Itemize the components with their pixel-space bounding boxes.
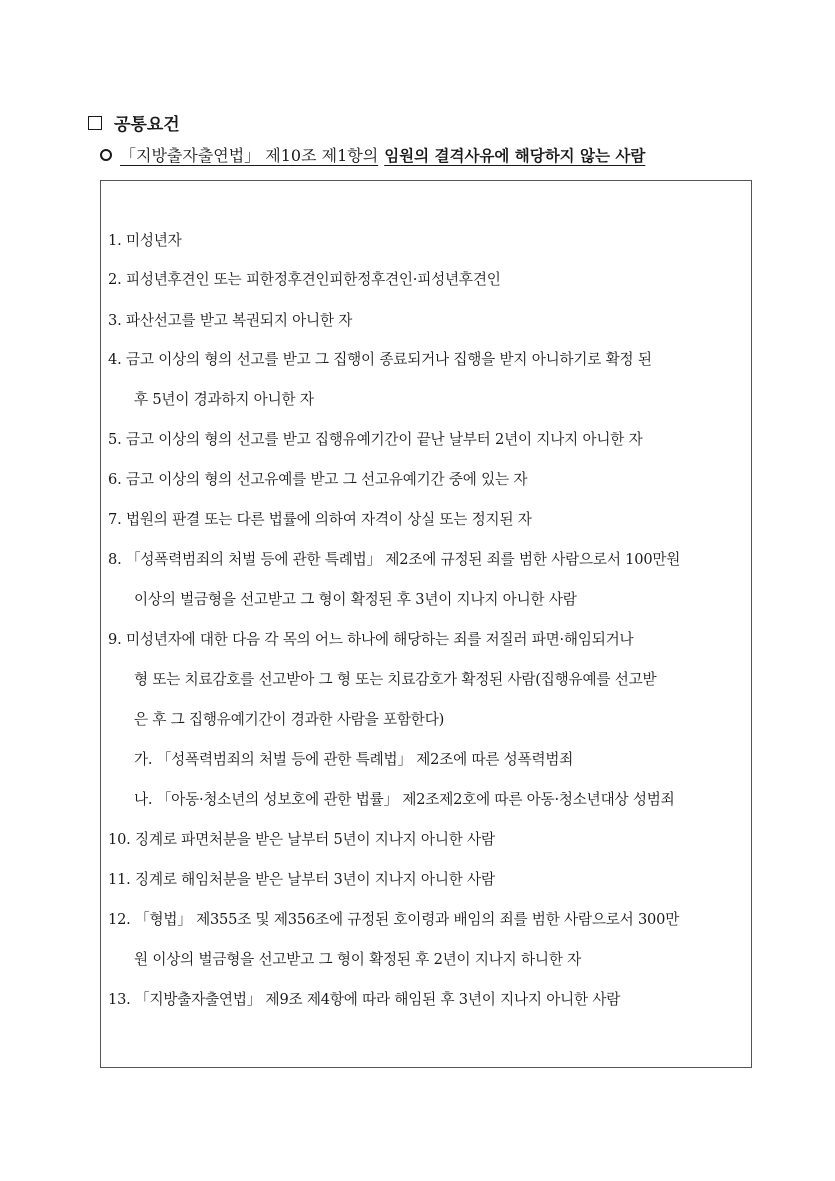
criteria-emphasis: 임원의 결격사유에 해당하지 않는 사람 <box>384 146 646 165</box>
list-item: 10. 징계로 파면처분을 받은 날부터 5년이 지나지 아니한 사람 <box>108 831 495 848</box>
list-item: 5. 금고 이상의 형의 선고를 받고 집행유예기간이 끝난 날부터 2년이 지나지 아니한 자 <box>108 431 643 448</box>
list-item: 7. 법원의 판결 또는 다른 법률에 의하여 자격이 상실 또는 정지된 자 <box>108 511 532 528</box>
sub-item: 가. 「성폭력범죄의 처벌 등에 관한 특례법」 제2조에 따른 성폭력범죄 <box>134 751 574 768</box>
list-item: 9. 미성년자에 대한 다음 각 목의 어느 하나에 해당하는 죄를 저질러 파면·해임되거나 <box>108 631 634 648</box>
section-title: 공통요건 <box>114 115 180 135</box>
criteria-heading <box>100 143 760 166</box>
list-item: 1. 미성년자 <box>108 232 182 249</box>
list-item: 4. 금고 이상의 형의 선고를 받고 그 집행이 종료되거나 집행을 받지 아니하기로 확정 된 <box>108 351 652 368</box>
list-item: 8. 「성폭력범죄의 처벌 등에 관한 특례법」 제2조에 규정된 죄를 범한 사람으로서 100만원 <box>108 551 681 568</box>
list-item: 11. 징계로 해임처분을 받은 날부터 3년이 지나지 아니한 사람 <box>108 871 495 888</box>
checkbox-icon <box>88 116 102 130</box>
bullet-circle-icon <box>100 149 112 161</box>
list-item-continuation: 은 후 그 집행유예기간이 경과한 사람을 포함한다) <box>134 711 445 728</box>
sub-item: 나. 「아동·청소년의 성보호에 관한 법률」 제2조제2호에 따른 아동·청소년대상 성범죄 <box>134 791 675 808</box>
list-item-continuation: 원 이상의 벌금형을 선고받고 그 형이 확정된 후 2년이 지나지 하니한 자 <box>134 951 582 968</box>
list-item: 13. 「지방출자출연법」 제9조 제4항에 따라 해임된 후 3년이 지나지 아니한 사람 <box>108 991 621 1008</box>
list-item: 6. 금고 이상의 형의 선고유예를 받고 그 선고유예기간 중에 있는 자 <box>108 471 528 488</box>
list-item: 12. 「형법」 제355조 및 제356조에 규정된 호이령과 배임의 죄를 범한 사람으로서 300만 <box>108 911 680 928</box>
list-item-continuation: 후 5년이 경과하지 아니한 자 <box>134 391 314 408</box>
list-item-continuation: 형 또는 치료감호를 선고받아 그 형 또는 치료감호가 확정된 사람(집행유예를 선고받 <box>134 671 657 688</box>
section-heading <box>88 110 180 135</box>
criteria-prefix: 「지방출자출연법」 제10조 제1항의 <box>120 146 379 165</box>
list-item: 3. 파산선고를 받고 복권되지 아니한 자 <box>108 312 353 329</box>
list-item: 2. 피성년후견인 또는 피한정후견인피한정후견인·피성년후견인 <box>108 271 501 288</box>
list-item-continuation: 이상의 벌금형을 선고받고 그 형이 확정된 후 3년이 지나지 아니한 사람 <box>134 591 577 608</box>
